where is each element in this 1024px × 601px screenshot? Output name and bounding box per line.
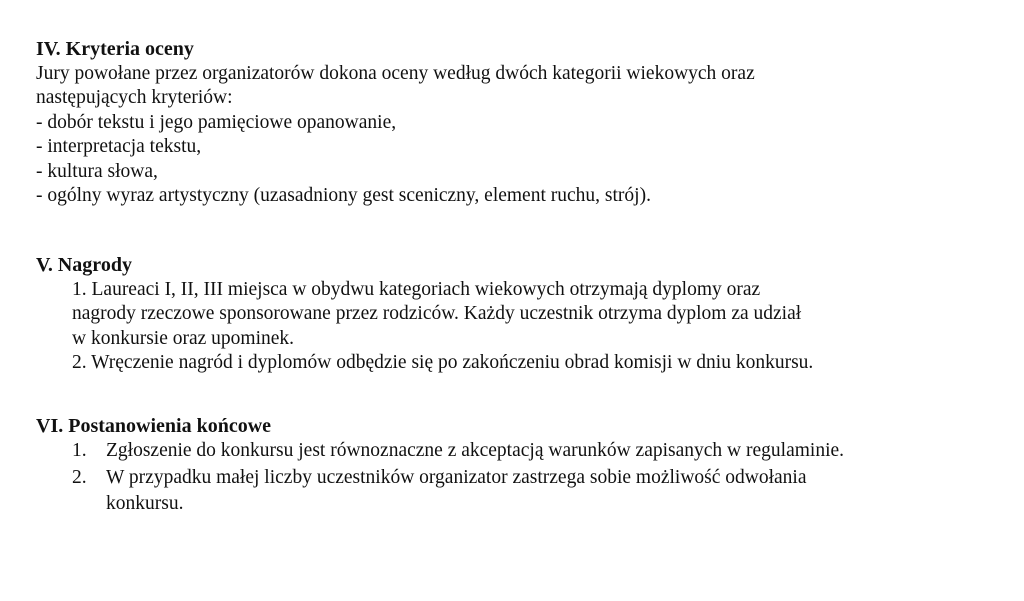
prize-item-line: nagrody rzeczowe sponsorowane przez rodziców. Każdy uczestnik otrzyma dyplom za udział [72,303,802,324]
final-provision-line: W przypadku małej liczby uczestników organizator zastrzega sobie możliwość odwołania [106,467,807,488]
final-provision-line: Zgłoszenie do konkursu jest równoznaczne z akceptacją warunków zapisanych w regulaminie. [106,440,845,461]
prize-item-line: w konkursie oraz upominek. [72,328,295,349]
section-5-heading: V. Nagrody [36,254,132,276]
criteria-item: - interpretacja tekstu, [36,136,202,157]
section-4-heading: IV. Kryteria oceny [36,38,194,60]
prize-item-line: 2. Wręczenie nagród i dyplomów odbędzie się po zakończeniu obrad komisji w dniu konkursu. [72,352,814,373]
criteria-item: - kultura słowa, [36,161,158,182]
section-6-heading: VI. Postanowienia końcowe [36,415,272,437]
final-provision-line: konkursu. [106,493,184,514]
list-number: 2. [72,467,87,488]
section-4-line: następujących kryteriów: [36,87,233,108]
list-number: 1. [72,440,87,461]
prize-item-line: 1. Laureaci I, II, III miejsca w obydwu kategoriach wiekowych otrzymają dyplomy oraz [72,279,761,300]
criteria-item: - dobór tekstu i jego pamięciowe opanowanie, [36,112,397,133]
criteria-item: - ogólny wyraz artystyczny (uzasadniony gest sceniczny, element ruchu, strój). [36,185,651,206]
section-4-line: Jury powołane przez organizatorów dokona oceny według dwóch kategorii wiekowych oraz [36,63,755,84]
